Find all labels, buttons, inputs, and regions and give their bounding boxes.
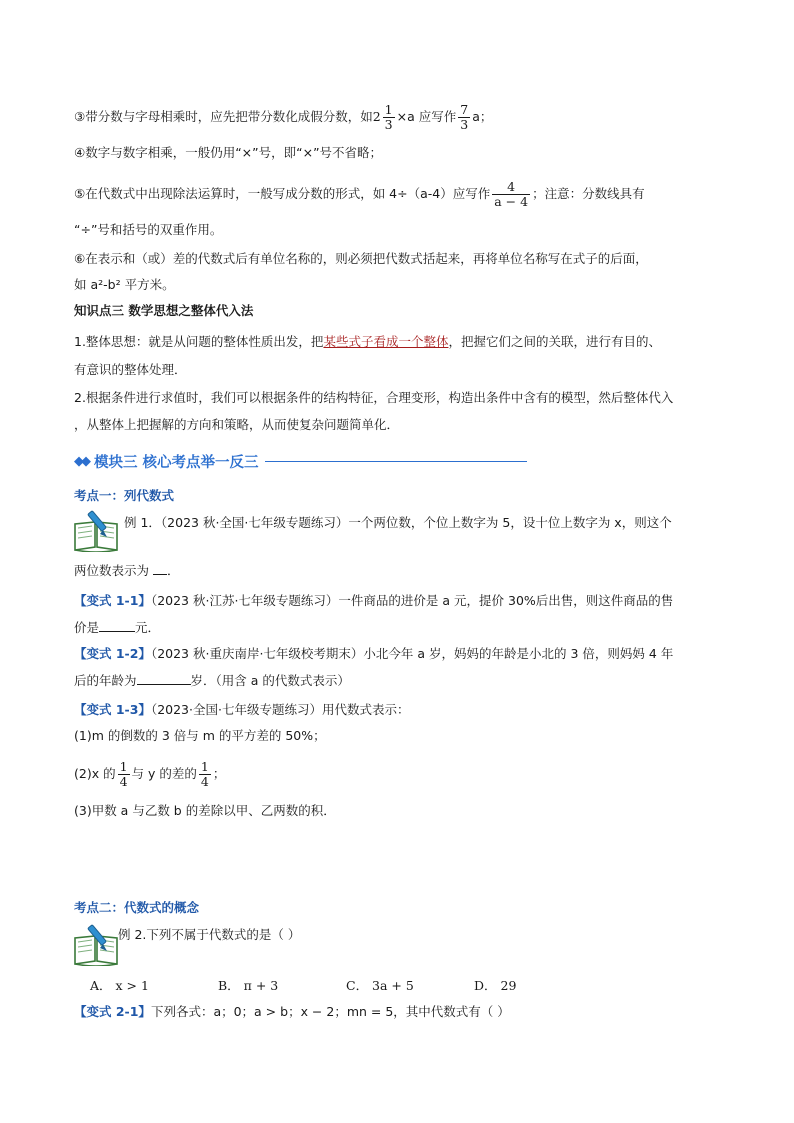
mixed-number-whole: 2 xyxy=(372,109,381,124)
answer-blank[interactable] xyxy=(137,672,191,685)
point-1-title: 考点一：列代数式 xyxy=(74,488,175,503)
variant-1-1-text: （2023 秋·江苏·七年级专题练习）一件商品的进价是 a 元，提价 30%后出售，则这件商品的售 xyxy=(150,593,674,608)
option-c[interactable]: C． 3a + 5 xyxy=(346,978,414,993)
option-d[interactable]: D． 29 xyxy=(474,978,517,993)
rule-3-mid: ×a 应写作 xyxy=(396,109,457,124)
variant-2-1-tag: 【变式 2-1】 xyxy=(74,1004,151,1019)
rule-6-line2: 如 a²-b² 平方米。 xyxy=(74,277,175,292)
book-pen-icon xyxy=(72,510,120,552)
variant-1-2-text-b: 岁．（用含 a 的代数式表示） xyxy=(190,673,350,688)
kp3-para1-line2: 有意识的整体处理． xyxy=(74,362,187,377)
rule-5-suffix: ；注意：分数线具有 xyxy=(532,186,645,201)
variant-1-1-text-b: 元． xyxy=(135,620,161,635)
question-2-text-b: 与 y 的差的 xyxy=(131,766,197,781)
kp3-para1-text-b: ，把握它们之间的关联，进行有目的、 xyxy=(448,334,661,349)
fraction-one-quarter: $\frac{1}{4}$ xyxy=(200,759,209,789)
kp3-para1-text-a: 1.整体思想：就是从问题的整体性质出发，把 xyxy=(74,334,324,349)
rule-4-line: ④数字与数字相乘，一般仍用“×”号，即“×”号不省略； xyxy=(74,145,383,160)
example-1-line2 xyxy=(74,562,180,580)
kp3-para1-line1 xyxy=(74,333,661,351)
rule-5-line2: “÷”号和括号的双重作用。 xyxy=(74,222,223,237)
variant-1-3-line xyxy=(74,701,409,719)
rule-3-suffix: a； xyxy=(472,109,493,124)
rule-5-line xyxy=(74,180,645,209)
module-title: 模块三 核心考点举一反三 xyxy=(94,454,259,471)
module-title-rule xyxy=(265,461,527,462)
example-1-text: 两位数表示为 xyxy=(74,563,153,578)
variant-1-3-text: （2023·全国·七年级专题练习）用代数式表示： xyxy=(150,702,410,717)
question-2 xyxy=(74,760,225,789)
module-heading xyxy=(74,450,527,472)
variant-1-1-text-a: 价是 xyxy=(74,620,100,635)
variant-1-1-line2 xyxy=(74,619,160,637)
question-2-text-c: ； xyxy=(212,766,226,781)
option-a[interactable]: A． x > 1 xyxy=(90,978,149,993)
question-3: (3)甲数 a 与乙数 b 的差除以甲、乙两数的积． xyxy=(74,803,336,818)
rule-5-prefix: ⑤在代数式中出现除法运算时，一般写成分数的形式，如 4÷（a-4）应写作 xyxy=(74,186,491,201)
answer-blank[interactable] xyxy=(99,619,135,632)
book-pen-icon xyxy=(72,924,120,966)
kp3-para2-line2: ，从整体上把握解的方向和策略，从而使复杂问题简单化． xyxy=(74,417,400,432)
variant-1-3-tag: 【变式 1-3】 xyxy=(74,702,151,717)
variant-1-2-tag: 【变式 1-2】 xyxy=(74,646,151,661)
variant-1-2-line2 xyxy=(74,672,350,690)
variant-1-1-line1 xyxy=(74,592,673,610)
variant-2-1-text: 下列各式：a；0；a > b；x − 2；mn = 5，其中代数式有（ ） xyxy=(150,1004,510,1019)
answer-blank[interactable] xyxy=(153,562,167,575)
example-2-line: 例 2.下列不属于代数式的是（ ） xyxy=(118,927,301,942)
example-1-end: ． xyxy=(166,563,180,578)
diamond-icon: ◆◆ xyxy=(74,453,88,469)
variant-2-1-line xyxy=(74,1003,510,1021)
kp3-underlined-phrase: 某些式子看成一个整体 xyxy=(323,334,449,349)
option-b[interactable]: B． π + 3 xyxy=(218,978,279,993)
fraction-one-quarter: $\frac{1}{4}$ xyxy=(119,759,128,789)
point-2-title: 考点二：代数式的概念 xyxy=(74,900,200,915)
variant-1-2-line1 xyxy=(74,645,673,663)
question-1: (1)m 的倒数的 3 倍与 m 的平方差的 50%； xyxy=(74,728,326,743)
example-1-line1: 例 1．（2023 秋·全国·七年级专题练习）一个两位数，个位上数字为 5，设十位上数字为 x，则这个 xyxy=(124,515,672,530)
rule-3-line xyxy=(74,103,492,132)
variant-1-2-text: （2023 秋·重庆南岸·七年级校考期末）小北今年 a 岁，妈妈的年龄是小北的 3 倍，则妈妈 4 年 xyxy=(150,646,674,661)
fraction-seven-thirds: $\frac{7}{3}$ xyxy=(460,102,469,132)
fraction-one-third: $\frac{1}{3}$ xyxy=(384,102,393,132)
knowledge-point-3-title: 知识点三 数学思想之整体代入法 xyxy=(74,303,254,318)
question-2-text-a: (2)x 的 xyxy=(74,766,116,781)
rule-6-line1: ⑥在表示和（或）差的代数式后有单位名称的，则必须把代数式括起来，再将单位名称写在式子的后面， xyxy=(74,251,648,266)
variant-1-2-text-a: 后的年龄为 xyxy=(74,673,137,688)
variant-1-1-tag: 【变式 1-1】 xyxy=(74,593,151,608)
fraction-4-over-a-minus-4: $\frac{4}{a - 4}$ xyxy=(494,179,529,209)
kp3-para2-line1: 2.根据条件进行求值时，我们可以根据条件的结构特征，合理变形，构造出条件中含有的模型，然后整体代入 xyxy=(74,390,674,405)
rule-3-prefix: ③带分数与字母相乘时，应先把带分数化成假分数，如 xyxy=(74,109,373,124)
